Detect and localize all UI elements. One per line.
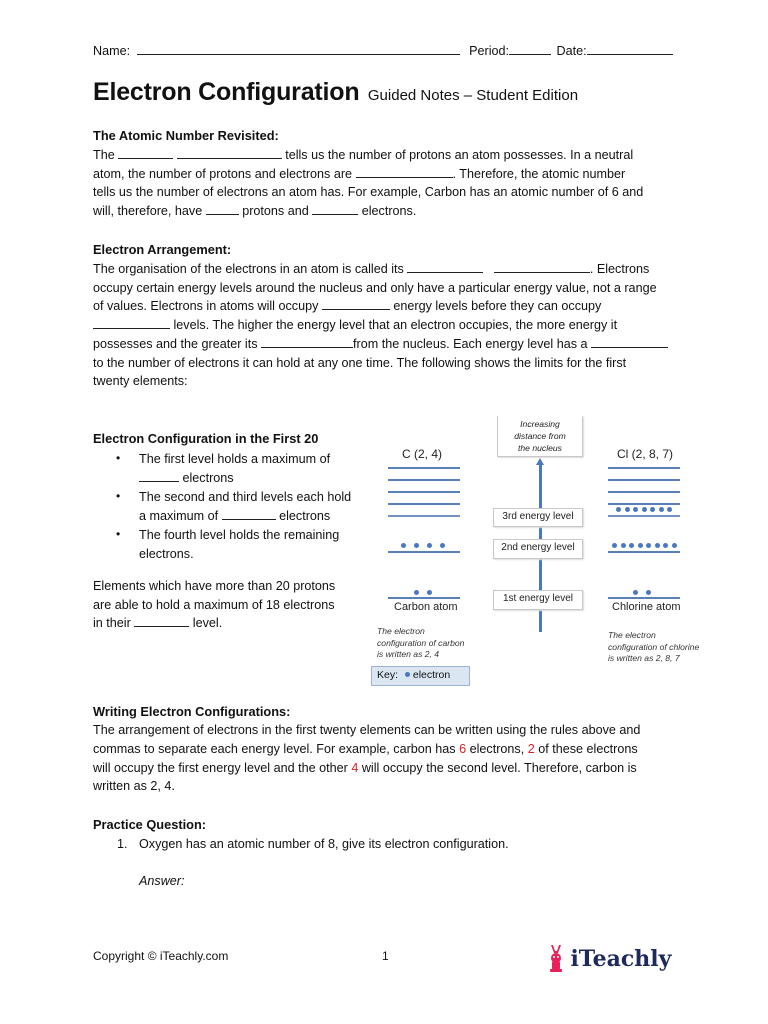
- electron-dot: [642, 507, 647, 512]
- carbon-note: The electron configuration of carbon is written as 2, 4: [377, 626, 465, 659]
- atomic-line-4: will, therefore, have protons and electrons.: [93, 204, 417, 218]
- carbon-level-line: [388, 491, 460, 493]
- level-label-2nd: 2nd energy level: [493, 539, 583, 559]
- blank[interactable]: [356, 166, 453, 178]
- blank[interactable]: [322, 298, 390, 310]
- electron-dot: [646, 590, 651, 595]
- electron-dot: [414, 543, 419, 548]
- name-label: Name:: [93, 44, 131, 58]
- writing-line-2: commas to separate each energy level. For example, carbon has 6 electrons, 2 of these electrons: [93, 742, 638, 756]
- blank[interactable]: [118, 147, 173, 159]
- carbon-config-label: C (2, 4): [402, 447, 443, 461]
- first20-para-2: are able to hold a maximum of 18 electrons: [93, 598, 335, 612]
- blank[interactable]: [261, 336, 353, 348]
- electron-dot: [667, 507, 672, 512]
- chlorine-level-line: [608, 479, 680, 481]
- bullet-icon: •: [116, 489, 121, 503]
- electron-dot: [638, 543, 643, 548]
- blank[interactable]: [591, 336, 668, 348]
- electron-dot: [633, 507, 638, 512]
- electron-dot: [427, 590, 432, 595]
- section-heading-practice: Practice Question:: [93, 817, 207, 832]
- practice-number: 1.: [117, 837, 128, 851]
- atomic-line-2: atom, the number of protons and electrons are . Therefore, the atomic number: [93, 167, 626, 181]
- first20-para-1: Elements which have more than 20 protons: [93, 579, 336, 593]
- chlorine-level-line: [608, 551, 680, 553]
- level-label-3rd: 3rd energy level: [493, 508, 583, 527]
- electron-dot: [650, 507, 655, 512]
- chlorine-config-label: Cl (2, 8, 7): [617, 447, 674, 461]
- electron-dot: [621, 543, 626, 548]
- blank[interactable]: [139, 470, 179, 482]
- carbon-level-line: [388, 467, 460, 469]
- carbon-level-line: [388, 551, 460, 553]
- electron-dot: [401, 543, 406, 548]
- carbon-level-line: [388, 503, 460, 505]
- carbon-level-line: [388, 479, 460, 481]
- electron-dot: [625, 507, 630, 512]
- carbon-atom-label: Carbon atom: [394, 601, 458, 613]
- section-heading-writing: Writing Electron Configurations:: [93, 704, 291, 719]
- arrangement-line-3: of values. Electrons in atoms will occupy energy levels before they can occupy: [93, 299, 602, 313]
- carbon-level-line: [388, 515, 460, 517]
- arrangement-line-2: occupy certain energy levels around the nucleus and only have a particular energy value, not a range: [93, 281, 657, 295]
- period-blank[interactable]: [509, 43, 551, 55]
- bullet-icon: •: [116, 527, 121, 541]
- bullet-3-line-2: electrons.: [139, 547, 194, 561]
- name-blank[interactable]: [137, 43, 460, 55]
- section-heading-arrangement: Electron Arrangement:: [93, 242, 232, 257]
- blank[interactable]: [177, 147, 282, 159]
- electron-dot: [633, 590, 638, 595]
- chlorine-note: The electron configuration of chlorine is written as 2, 8, 7: [608, 630, 700, 663]
- copyright-text: Copyright © iTeachly.com: [93, 949, 229, 963]
- electron-dot: [672, 543, 677, 548]
- arrangement-line-7: twenty elements:: [93, 374, 188, 388]
- bullet-1-line-1: The first level holds a maximum of: [139, 452, 331, 466]
- section-heading-first20: Electron Configuration in the First 20: [93, 431, 319, 446]
- page-number: 1: [382, 949, 389, 963]
- chlorine-level-line: [608, 491, 680, 493]
- date-blank[interactable]: [587, 43, 673, 55]
- electron-dot: [663, 543, 668, 548]
- logo-text: iTeachly: [570, 946, 672, 972]
- writing-line-3: will occupy the first energy level and the other 4 will occupy the second level. Therefore, carbon is: [93, 761, 637, 775]
- blank[interactable]: [407, 261, 483, 273]
- electron-dot: [616, 507, 621, 512]
- period-label: Period:: [469, 44, 509, 58]
- arrow-label-box: Increasing distance from the nucleus: [497, 416, 583, 457]
- blank[interactable]: [134, 615, 189, 627]
- bullet-2-line-1: The second and third levels each hold: [139, 490, 352, 504]
- electron-dot: [414, 590, 419, 595]
- electron-dot: [612, 543, 617, 548]
- page-title: [93, 78, 578, 107]
- electron-dot: [659, 507, 664, 512]
- rabbit-logo-icon: [548, 944, 564, 974]
- carbon-level-line: [388, 597, 460, 599]
- blank[interactable]: [93, 317, 170, 329]
- atomic-line-1: The tells us the number of protons an atom possesses. In a neutral: [93, 148, 634, 162]
- writing-line-1: The arrangement of electrons in the first twenty elements can be written using the rules above and: [93, 723, 641, 737]
- chlorine-level-line: [608, 515, 680, 517]
- chlorine-level-line: [608, 597, 680, 599]
- chlorine-atom-label: Chlorine atom: [612, 601, 681, 613]
- electron-dot: [440, 543, 445, 548]
- first20-para-3: in their level.: [93, 616, 223, 630]
- atomic-line-3: tells us the number of electrons an atom has. For example, Carbon has an atomic number of 6 and: [93, 185, 644, 199]
- electron-dot: [629, 543, 634, 548]
- diagram-key: Key: electron: [371, 666, 470, 686]
- bullet-2-line-2: a maximum of electrons: [139, 509, 331, 523]
- section-heading-atomic: The Atomic Number Revisited:: [93, 128, 279, 143]
- electron-dot: [646, 543, 651, 548]
- electron-dot: [427, 543, 432, 548]
- blank[interactable]: [206, 203, 239, 215]
- blank[interactable]: [312, 203, 358, 215]
- blank[interactable]: [222, 508, 276, 520]
- electron-dot-key-icon: [405, 672, 410, 677]
- answer-label[interactable]: Answer:: [139, 874, 185, 888]
- iteachly-logo: [548, 944, 671, 974]
- date-label: Date:: [556, 44, 587, 58]
- writing-line-4: written as 2, 4.: [93, 779, 175, 793]
- arrangement-line-6: to the number of electrons it can hold at any one time. The following shows the limits for the first: [93, 356, 627, 370]
- bullet-icon: •: [116, 451, 121, 465]
- practice-question: Oxygen has an atomic number of 8, give its electron configuration.: [139, 837, 509, 851]
- chlorine-level-line: [608, 467, 680, 469]
- title-sub: Guided Notes – Student Edition: [367, 87, 579, 104]
- title-main: Electron Configuration: [93, 78, 360, 106]
- arrangement-line-4: levels. The higher the energy level that an electron occupies, the more energy it: [93, 316, 617, 335]
- name-field-row: [93, 42, 673, 61]
- arrow-head-icon: [536, 458, 544, 465]
- bullet-3-line-1: The fourth level holds the remaining: [139, 528, 340, 542]
- arrangement-line-1: The organisation of the electrons in an atom is called its . Electrons: [93, 262, 650, 276]
- arrangement-line-5: possesses and the greater its from the nucleus. Each energy level has a: [93, 335, 668, 354]
- blank[interactable]: [494, 261, 590, 273]
- level-label-1st: 1st energy level: [493, 590, 583, 610]
- chlorine-level-line: [608, 503, 680, 505]
- electron-dot: [655, 543, 660, 548]
- bullet-1-line-2: electrons: [139, 469, 234, 488]
